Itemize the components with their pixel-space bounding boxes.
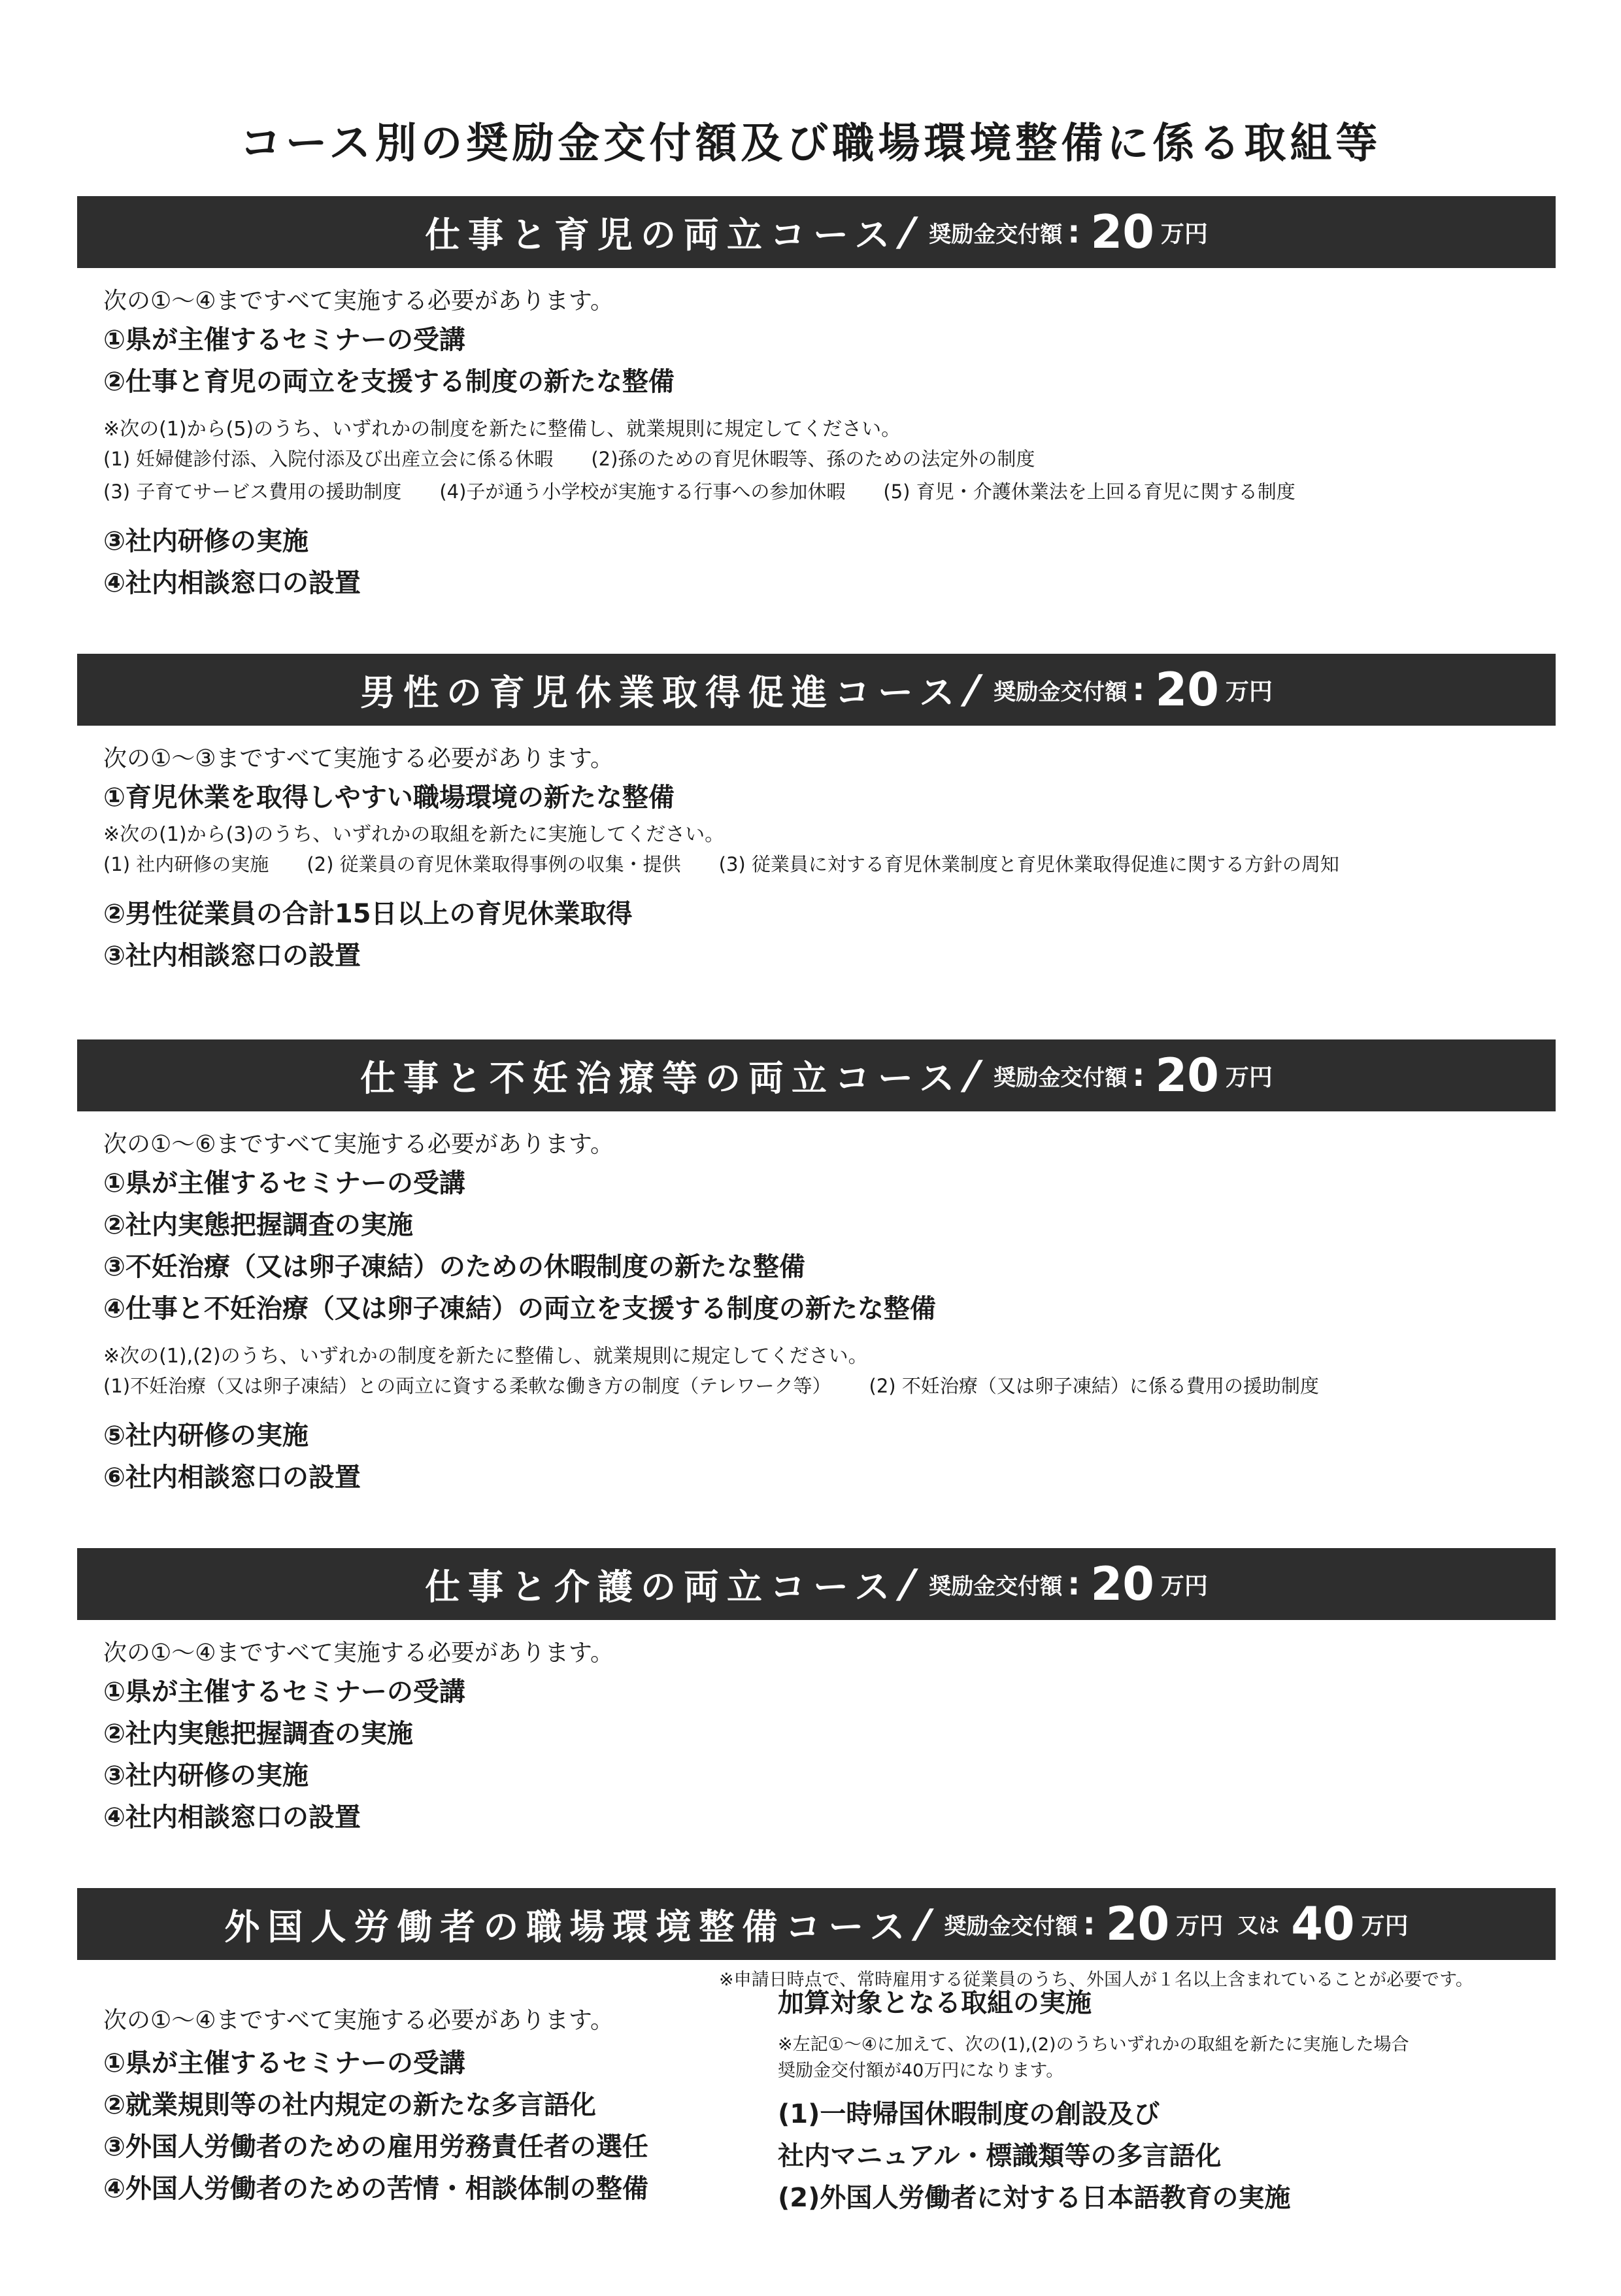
option-note: ※次の(1),(2)のうち、いずれかの制度を新たに整備し、就業規則に規定してください。 bbox=[103, 1345, 868, 1368]
requirement-item: ①県が主催するセミナーの受講 bbox=[103, 1168, 465, 1198]
bonus-note: 奨励金交付額が40万円になります。 bbox=[778, 2061, 1064, 2081]
grant-unit: 万円 bbox=[1361, 1912, 1409, 1940]
course-header-bar bbox=[77, 1039, 1556, 1111]
requirement-item: ①県が主催するセミナーの受講 bbox=[103, 325, 465, 355]
course-paternity-section bbox=[77, 654, 1556, 973]
requirement-item: ④社内相談窓口の設置 bbox=[103, 568, 361, 598]
requirement-item: ③社内研修の実施 bbox=[103, 526, 309, 556]
requirement-intro: 次の①～④まですべて実施する必要があります。 bbox=[103, 2007, 614, 2034]
requirement-item: ①県が主催するセミナーの受講 bbox=[103, 2048, 465, 2078]
grant-unit: 万円 bbox=[1176, 1912, 1224, 1940]
course-header-bar bbox=[77, 654, 1556, 726]
grant-label: 奨励金交付額 bbox=[929, 1573, 1063, 1600]
option-item: (2)孫のための育児休暇等、孫のための法定外の制度 bbox=[591, 448, 1035, 470]
grant-amount: 20 bbox=[1090, 205, 1154, 259]
requirement-item: ③社内相談窓口の設置 bbox=[103, 941, 361, 971]
requirement-item: ③不妊治療（又は卵子凍結）のための休暇制度の新たな整備 bbox=[103, 1252, 805, 1282]
requirement-item: ⑥社内相談窓口の設置 bbox=[103, 1462, 361, 1493]
requirement-item: ②社内実態把握調査の実施 bbox=[103, 1719, 413, 1749]
bonus-column bbox=[778, 1985, 1529, 2219]
option-row bbox=[103, 848, 1556, 881]
requirement-item: ②仕事と育児の両立を支援する制度の新たな整備 bbox=[103, 367, 675, 397]
requirement-item: ④外国人労働者のための苦情・相談体制の整備 bbox=[103, 2174, 648, 2204]
bonus-item: (2)外国人労働者に対する日本語教育の実施 bbox=[778, 2183, 1291, 2213]
requirement-item: ①育児休業を取得しやすい職場環境の新たな整備 bbox=[103, 783, 675, 813]
grant-unit: 万円 bbox=[1160, 220, 1208, 248]
course-childcare-section bbox=[77, 196, 1556, 601]
requirement-item: ④社内相談窓口の設置 bbox=[103, 1802, 361, 1832]
grant-amount: 20 bbox=[1090, 1557, 1154, 1611]
colon: : bbox=[1132, 671, 1145, 708]
requirement-item: ③外国人労働者のための雇用労務責任者の選任 bbox=[103, 2132, 648, 2162]
colon: : bbox=[1082, 1906, 1095, 1942]
option-item: (4)子が通う小学校が実施する行事への参加休暇 bbox=[439, 481, 846, 503]
requirement-intro: 次の①～④まですべて実施する必要があります。 bbox=[103, 1640, 614, 1666]
grant-unit: 万円 bbox=[1225, 678, 1273, 705]
slash-divider: / bbox=[894, 209, 921, 255]
course-header-bar bbox=[77, 196, 1556, 268]
requirement-item: ①県が主催するセミナーの受講 bbox=[103, 1677, 465, 1707]
colon: : bbox=[1067, 1566, 1080, 1602]
option-row bbox=[103, 1370, 1556, 1402]
grant-label: 奨励金交付額 bbox=[994, 679, 1128, 705]
option-item: (1) 社内研修の実施 bbox=[103, 853, 269, 875]
colon: : bbox=[1067, 214, 1080, 250]
grant-amount: 20 bbox=[1155, 1049, 1219, 1102]
course-caregiving-section bbox=[77, 1548, 1556, 1835]
course-name: 男性の育児休業取得促進コース bbox=[360, 671, 963, 713]
requirement-intro: 次の①～⑥まですべて実施する必要があります。 bbox=[103, 1131, 614, 1158]
course-name: 外国人労働者の職場環境整備コース bbox=[224, 1906, 913, 1948]
grant-amount: 20 bbox=[1105, 1897, 1170, 1951]
course-name: 仕事と介護の両立コース bbox=[425, 1566, 898, 1608]
option-row bbox=[103, 475, 1556, 508]
bonus-item: 社内マニュアル・標識類等の多言語化 bbox=[778, 2141, 1222, 2171]
option-note: ※次の(1)から(3)のうち、いずれかの取組を新たに実施してください。 bbox=[103, 823, 725, 846]
course-foreign-workers-section bbox=[77, 1888, 1556, 1960]
page-title: コース別の奨励金交付額及び職場環境整備に係る取組等 bbox=[239, 120, 1382, 168]
grant-amount-bonus: 40 bbox=[1291, 1897, 1355, 1951]
course-name: 仕事と不妊治療等の両立コース bbox=[360, 1057, 963, 1099]
requirement-item: ②男性従業員の合計15日以上の育児休業取得 bbox=[103, 899, 633, 929]
option-item: (2) 不妊治療（又は卵子凍結）に係る費用の援助制度 bbox=[869, 1375, 1319, 1397]
colon: : bbox=[1132, 1057, 1145, 1094]
option-item: (1) 妊婦健診付添、入院付添及び出産立会に係る休暇 bbox=[103, 448, 554, 470]
requirement-item: ③社内研修の実施 bbox=[103, 1761, 309, 1791]
option-item: (3) 従業員に対する育児休業制度と育児休業取得促進に関する方針の周知 bbox=[718, 853, 1339, 875]
slash-divider: / bbox=[959, 667, 986, 713]
or-text: 又は bbox=[1237, 1913, 1280, 1938]
requirement-intro: 次の①～③まですべて実施する必要があります。 bbox=[103, 745, 614, 772]
bonus-heading: 加算対象となる取組の実施 bbox=[778, 1988, 1092, 2018]
bonus-item: (1)一時帰国休暇制度の創設及び bbox=[778, 2099, 1160, 2129]
course-fertility-section bbox=[77, 1039, 1556, 1495]
foreign-requirements-column bbox=[103, 1987, 757, 2206]
requirement-item: ⑤社内研修の実施 bbox=[103, 1421, 309, 1451]
option-item: (3) 子育てサービス費用の援助制度 bbox=[103, 481, 402, 503]
option-item: (5) 育児・介護休業法を上回る育児に関する制度 bbox=[883, 481, 1295, 503]
grant-label: 奨励金交付額 bbox=[929, 221, 1063, 248]
option-row bbox=[103, 443, 1556, 475]
option-item: (2) 従業員の育児休業取得事例の収集・提供 bbox=[307, 853, 681, 875]
option-item: (1)不妊治療（又は卵子凍結）との両立に資する柔軟な働き方の制度（テレワーク等） bbox=[103, 1375, 831, 1397]
eligibility-note: ※申請日時点で、常時雇用する従業員のうち、外国人が１名以上含まれていることが必要です。 bbox=[719, 1970, 1473, 1990]
course-name: 仕事と育児の両立コース bbox=[425, 214, 898, 256]
grant-unit: 万円 bbox=[1225, 1064, 1273, 1091]
slash-divider: / bbox=[894, 1561, 921, 1607]
requirement-intro: 次の①～④まですべて実施する必要があります。 bbox=[103, 288, 614, 314]
grant-label: 奨励金交付額 bbox=[994, 1064, 1128, 1091]
slash-divider: / bbox=[909, 1901, 936, 1947]
requirement-item: ④仕事と不妊治療（又は卵子凍結）の両立を支援する制度の新たな整備 bbox=[103, 1294, 936, 1324]
course-header-bar bbox=[77, 1548, 1556, 1620]
requirement-item: ②社内実態把握調査の実施 bbox=[103, 1210, 413, 1240]
grant-unit: 万円 bbox=[1160, 1572, 1208, 1600]
grant-label: 奨励金交付額 bbox=[944, 1913, 1078, 1940]
slash-divider: / bbox=[959, 1053, 986, 1098]
bonus-note: ※左記①～④に加えて、次の(1),(2)のうちいずれかの取組を新たに実施した場合 bbox=[778, 2034, 1409, 2055]
option-note: ※次の(1)から(5)のうち、いずれかの制度を新たに整備し、就業規則に規定してください。 bbox=[103, 418, 901, 441]
requirement-item: ②就業規則等の社内規定の新たな多言語化 bbox=[103, 2090, 596, 2120]
course-header-bar bbox=[77, 1888, 1556, 1960]
grant-amount: 20 bbox=[1155, 663, 1219, 717]
